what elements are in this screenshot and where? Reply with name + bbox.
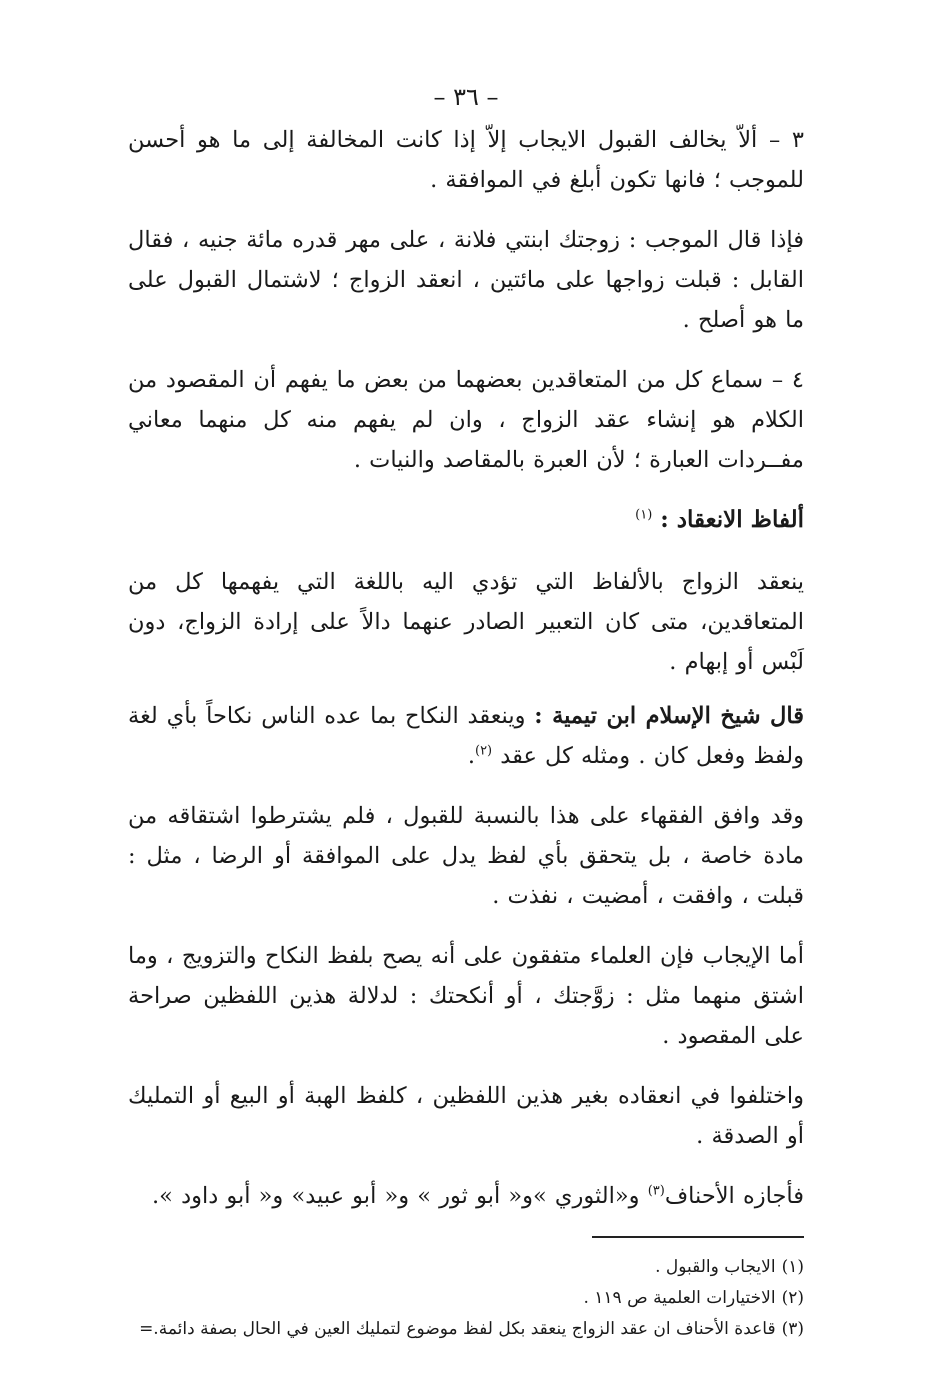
footnote-ref-1: (١): [635, 507, 653, 523]
hanafi-text-b: و«الثوري »و« أبو ثور » و« أبو عبيد» و« أبو داود ».: [152, 1183, 648, 1209]
footnote-text: قاعدة الأحناف ان عقد الزواج ينعقد بكل لفظ موضوع لتمليك العين في الحال بصفة دائمة.=: [139, 1319, 776, 1339]
paragraph-example: فإذا قال الموجب : زوجتك ابنتي فلانة ، على مهر قدره مائة جنيه ، فقال القابل : قبلت زواجها على مائتين ، انعقد الزواج ؛ لاشتمال القبول على ما هو أصلح .: [128, 227, 804, 333]
section-heading: [128, 500, 804, 540]
quote-end: .: [467, 743, 475, 769]
quote-author: قال شيخ الإسلام ابن تيمية :: [534, 703, 804, 729]
paragraph-condition-3: ٣ – ألاّ يخالف القبول الايجاب إلاّ إذا كانت المخالفة إلى ما هو أحسن للموجب ؛ فانها تكون أبلغ في الموافقة .: [128, 127, 804, 193]
footnote-divider: [592, 1236, 804, 1238]
footnote-text: الاختيارات العلمية ص ١١٩ .: [583, 1288, 776, 1308]
footnote-ref-3: (٣): [647, 1183, 665, 1199]
footnote-number: (٣): [781, 1319, 804, 1339]
footnotes: [128, 1252, 804, 1345]
footnote-number: (١): [781, 1257, 804, 1277]
footnote-1: [128, 1252, 804, 1283]
book-page: [128, 80, 804, 1345]
footnote-ref-2: (٢): [474, 743, 493, 759]
footnote-text: الايجاب والقبول .: [655, 1257, 776, 1277]
footnote-number: (٢): [781, 1288, 804, 1308]
paragraph-contract-words: ينعقد الزواج بالألفاظ التي تؤدي اليه باللغة التي يفهمها كل من المتعاقدين، متى كان التعبير الصادر عنهما دالاً على إرادة الزواج، دون لَبْس أو إبهام .: [128, 569, 804, 675]
paragraph-hanafi: [128, 1176, 804, 1216]
footnote-3: [128, 1314, 804, 1345]
hanafi-text-a: فأجازه الأحناف: [664, 1183, 804, 1209]
quote-text: وينعقد النكاح بما عده الناس نكاحاً بأي لغة ولفظ وفعل كان . ومثله كل عقد: [128, 703, 804, 769]
paragraph-ibn-taymiyya: [128, 696, 804, 776]
paragraph-acceptance: وقد وافق الفقهاء على هذا بالنسبة للقبول ، فلم يشترطوا اشتقاقه من مادة خاصة ، بل يتحقق بأي لفظ يدل على الموافقة أو الرضا ، مثل : قبلت ، وافقت ، أمضيت ، نفذت .: [128, 803, 804, 909]
paragraph-condition-4: ٤ – سماع كل من المتعاقدين بعضهما من بعض ما يفهم أن المقصود من الكلام هو إنشاء عقد الزواج ، وان لم يفهم منه كل منهما معاني مفــردات العبارة ؛ لأن العبرة بالمقاصد والنيات .: [128, 367, 804, 473]
footnote-2: [128, 1283, 804, 1314]
paragraph-disagreement: واختلفوا في انعقاده بغير هذين اللفظين ، كلفظ الهبة أو البيع أو التمليك أو الصدقة .: [128, 1083, 804, 1149]
paragraph-offer: أما الإيجاب فإن العلماء متفقون على أنه يصح بلفظ النكاح والتزويج ، وما اشتق منهما مثل : زوَّجتك ، أو أنكحتك : لدلالة هذين اللفظين صراحة على المقصود .: [128, 943, 804, 1049]
section-heading-text: ألفاظ الانعقاد :: [660, 506, 804, 533]
page-number: – ٣٦ –: [433, 83, 499, 111]
